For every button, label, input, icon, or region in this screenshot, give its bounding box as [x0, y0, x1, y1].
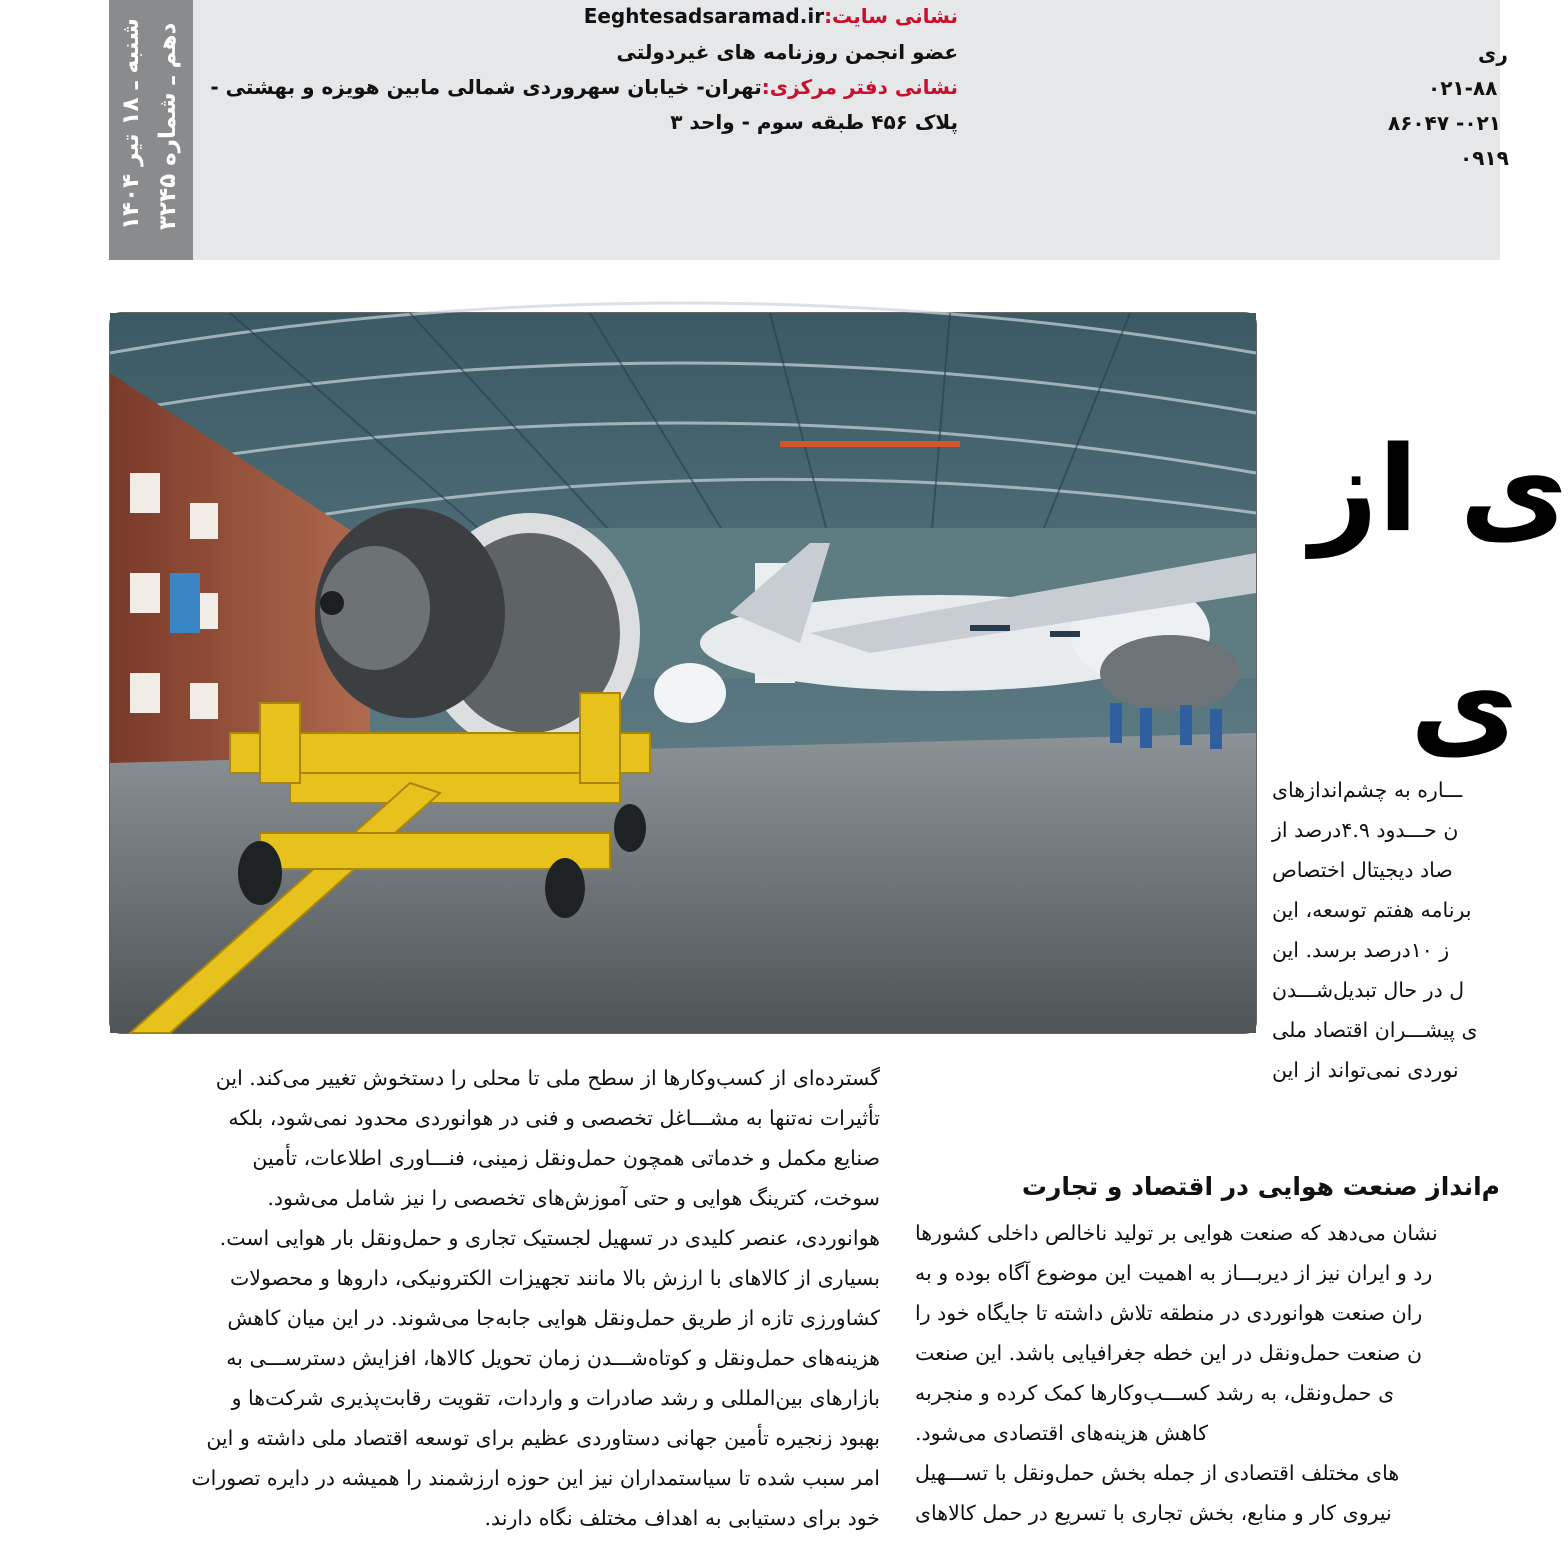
text-line: گسترده‌ای از کسب‌وکارها از سطح ملی تا محلی را دستخوش تغییر می‌کند. این — [215, 1066, 880, 1090]
text-line: امر سبب شده تا سیاستمداران نیز این حوزه ارزشمند را همیشه در دایره تصورات — [191, 1466, 880, 1490]
contact-line-1: ری — [1478, 42, 1508, 66]
article-column-left — [120, 1058, 880, 1538]
text-line: ـــاره به چشم‌اندازهای — [1272, 778, 1463, 802]
text-line: نشان می‌دهد که صنعت هوایی بر تولید ناخالص داخلی کشورها — [915, 1221, 1438, 1245]
text-line: بسیاری از کالاهای با ارزش بالا مانند تجهیزات الکترونیکی، داروها و محصولات — [229, 1266, 880, 1290]
site-label: نشانی سایت: — [824, 4, 958, 28]
headline-line-1: ی از — [1310, 420, 1568, 558]
text-line: های مختلف اقتصادی از جمله بخش حمل‌ونقل با تســـهیل — [915, 1461, 1400, 1485]
text-line: صاد دیجیتال اختصاص — [1272, 858, 1453, 882]
contact-line-3: ۰۲۱- ۸۶۰۴۷ — [1388, 111, 1501, 135]
headline-line-2: ی — [1410, 635, 1519, 773]
text-line: بهبود زنجیره تأمین جهانی دستاوردی عظیم برای توسعه اقتصاد ملی داشته و این — [206, 1426, 880, 1450]
text-line: ل در حال تبدیل‌شـــدن — [1272, 978, 1465, 1002]
text-line: بازارهای بین‌المللی و رشد صادرات و واردات، تقویت رقابت‌پذیری شرکت‌ها و — [231, 1386, 880, 1410]
issue-number-text: دهم ـ شماره ۳۲۴۵ — [155, 22, 181, 230]
contact-line-4: ۰۹۱۹ — [1460, 146, 1509, 170]
text-line: ز ۱۰درصد برسد. این — [1272, 938, 1450, 962]
association-line: عضو انجمن روزنامه های غیردولتی — [616, 40, 958, 64]
text-line: هوانوردی، عنصر کلیدی در تسهیل لجستیک تجاری و حمل‌ونقل بار هوایی است. — [219, 1226, 880, 1250]
office-address-line — [210, 75, 958, 99]
aircraft-hangar-photo — [109, 312, 1257, 1034]
office-address-line-2: پلاک ۴۵۶ طبقه سوم - واحد ۳ — [670, 110, 958, 134]
text-line: صنایع مکمل و خدماتی همچون حمل‌ونقل زمینی، فنـــاوری اطلاعات، تأمین — [252, 1146, 880, 1170]
text-line: خود برای دستیابی به اهداف مختلف نگاه دارند. — [484, 1506, 880, 1530]
site-url[interactable]: Eeghtesadsaramad.ir — [583, 4, 825, 28]
hangar-illustration — [110, 313, 1256, 1033]
text-line: ن صنعت حمل‌ونقل در این خطه جغرافیایی باشد. این صنعت — [915, 1341, 1422, 1365]
article-column-middle — [915, 1213, 1500, 1533]
text-line: ران صنعت هوانوردی در منطقه تلاش داشته تا جایگاه خود را — [915, 1301, 1423, 1325]
text-line: رد و ایران نیز از دیربـــاز به اهمیت این موضوع آگاه بوده و به — [915, 1261, 1433, 1285]
text-line: ی حمل‌ونقل، به رشد کســـب‌وکارها کمک کرده و منجربه — [915, 1381, 1395, 1405]
text-line: نوردی نمی‌تواند از این — [1272, 1058, 1459, 1082]
contact-line-2: ۰۲۱-۸۸ — [1428, 76, 1498, 100]
address-label: نشانی دفتر مرکزی: — [761, 75, 958, 99]
text-line: برنامه هفتم توسعه، این — [1272, 898, 1472, 922]
address-value: تهران- خیابان سهروردی شمالی مابین هویزه و بهشتی - — [210, 75, 762, 99]
text-line: تأثیرات نه‌تنها به مشـــاغل تخصصی و فنی در هوانوردی محدود نمی‌شود، بلکه — [228, 1106, 880, 1130]
text-line: هزینه‌های حمل‌ونقل و کوتاه‌شـــدن زمان تحویل کالاها، افزایش دسترســـی به — [226, 1346, 880, 1370]
text-line: ی پیشـــران اقتصاد ملی — [1272, 1018, 1478, 1042]
text-line: کاهش هزینه‌های اقتصادی می‌شود. — [915, 1421, 1208, 1445]
text-line: نیروی کار و منابع، بخش تجاری با تسریع در حمل کالاهای — [915, 1501, 1392, 1525]
date-text: شنبه ـ ۱۸ تیر ۱۴۰۴ — [118, 18, 144, 230]
text-line: کشاورزی تازه از طریق حمل‌ونقل هوایی جابه‌جا می‌شوند. در این میان کاهش — [227, 1306, 880, 1330]
article-column-right — [1272, 770, 1500, 1090]
text-line: ن حـــدود ۴.۹درصد از — [1272, 818, 1459, 842]
text-line: سوخت، کترینگ هوایی و حتی آموزش‌های تخصصی را نیز شامل می‌شود. — [267, 1186, 880, 1210]
section-subheading: م‌انداز صنعت هوایی در اقتصاد و تجارت — [1021, 1172, 1500, 1201]
site-address-line — [584, 4, 958, 28]
